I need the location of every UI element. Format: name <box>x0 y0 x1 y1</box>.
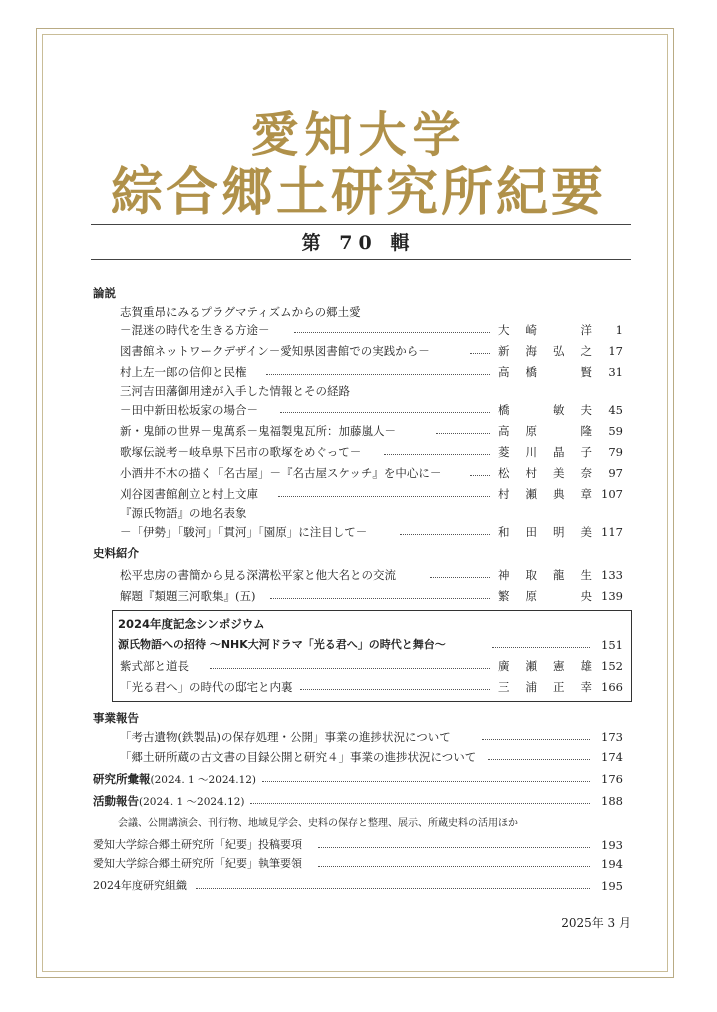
toc-page: 174 <box>601 750 623 764</box>
leader-dots <box>482 739 590 740</box>
toc-row <box>0 836 717 854</box>
toc-author: 松村美奈 <box>498 466 592 480</box>
toc-author: 高橋 賢 <box>498 365 592 379</box>
toc-row <box>0 792 717 810</box>
toc-author: 廣瀬憲雄 <box>498 659 592 673</box>
toc-page: 195 <box>601 879 623 893</box>
toc-page: 59 <box>608 424 623 438</box>
toc-page: 1 <box>615 323 623 337</box>
toc-title: 「郷土研所蔵の古文書の目録公開と研究４」事業の進捗状況について <box>120 750 477 764</box>
toc-title: 刈谷図書館創立と村上文庫 <box>120 487 258 501</box>
toc-title: 小酒井不木の描く「名古屋」－『名古屋スケッチ』を中心に－ <box>120 466 442 480</box>
toc-page: 173 <box>601 730 623 744</box>
toc-row <box>0 464 717 482</box>
toc-row <box>0 363 717 381</box>
toc-row <box>0 728 717 746</box>
rule-top <box>91 224 631 225</box>
leader-dots <box>210 668 490 669</box>
leader-dots <box>318 847 590 848</box>
toc-title: 歌塚伝説考－岐阜県下呂市の歌塚をめぐって－ <box>120 445 362 459</box>
toc-row <box>0 636 717 654</box>
ihou-period: (2024. 1 ～2024.12) <box>150 774 257 786</box>
toc-row <box>0 321 717 339</box>
leader-dots <box>470 475 490 476</box>
toc-page: 79 <box>608 445 623 459</box>
toc-title: 松平忠房の書簡から見る深溝松平家と他大名との交流 <box>120 568 396 582</box>
leader-dots <box>384 454 490 455</box>
toc-row <box>0 587 717 605</box>
toc-row <box>0 504 717 522</box>
toc-page: 31 <box>608 365 623 379</box>
leader-dots <box>300 689 490 690</box>
toc-title: 『源氏物語』の地名表象 <box>120 506 247 520</box>
toc-title: 「考古遺物(鉄製品)の保存処理・公開」事業の進捗状況について <box>120 730 451 744</box>
toc-row <box>0 401 717 419</box>
toc-author: 村瀬典章 <box>498 487 592 501</box>
toc-page: 45 <box>608 403 623 417</box>
katsudo-period: (2024. 1 ～2024.12) <box>139 796 245 808</box>
toc-page: 193 <box>601 838 623 852</box>
toc-author: 三浦正幸 <box>498 680 592 694</box>
leader-dots <box>488 759 590 760</box>
toc-row <box>0 855 717 873</box>
toc-row <box>0 485 717 503</box>
rule-bottom <box>91 259 631 260</box>
toc-title: 解題『類題三河歌集』(五) <box>120 589 256 603</box>
leader-dots <box>270 598 490 599</box>
toc-title: 三河吉田藩御用達が入手した情報とその経路 <box>120 384 350 398</box>
leader-dots <box>266 374 490 375</box>
toc-title: 源氏物語への招待 ～NHK大河ドラマ「光る君へ」の時代と舞台～ <box>118 638 446 651</box>
toc-author: 高原 隆 <box>498 424 592 438</box>
ihou-label: 研究所彙報 <box>93 772 151 786</box>
toc-title: 愛知大学綜合郷土研究所「紀要」投稿要項 <box>93 838 302 851</box>
toc-title: 2024年度研究組織 <box>93 879 187 892</box>
toc-page: 139 <box>601 589 623 603</box>
toc-title: －田中新田松坂家の場合－ <box>120 403 258 417</box>
toc-page: 107 <box>601 487 623 501</box>
toc-row <box>0 422 717 440</box>
leader-dots <box>280 412 490 413</box>
toc-title: 図書館ネットワークデザイン－愛知県図書館での実践から－ <box>120 344 430 358</box>
section-shiryo: 史料紹介 <box>93 546 139 560</box>
toc-row <box>0 678 717 696</box>
toc-page: 152 <box>601 659 623 673</box>
symposium-heading-row <box>0 615 717 633</box>
toc-author: 和田明美 <box>498 525 592 539</box>
toc-page: 17 <box>608 344 623 358</box>
leader-dots <box>436 433 490 434</box>
toc-row <box>0 342 717 360</box>
toc-title: －「伊勢」「駿河」「貫河」「園原」に注目して－ <box>120 525 368 539</box>
toc-title <box>93 792 245 811</box>
journal-title-line1: 愛知大学 <box>250 107 467 163</box>
section-jigyo: 事業報告 <box>93 711 139 725</box>
toc-row <box>0 877 717 895</box>
toc-row <box>0 657 717 675</box>
leader-dots <box>318 866 590 867</box>
leader-dots <box>294 332 490 333</box>
leader-dots <box>262 781 590 782</box>
katsudo-note: 会議、公開講演会、刊行物、地域見学会、史料の保存と整理、展示、所蔵史料の活用ほか <box>118 818 518 829</box>
katsudo-label: 活動報告 <box>93 794 139 808</box>
toc-title: 新・鬼師の世界－鬼萬系－鬼福製鬼瓦所：加藤嵐人－ <box>120 424 396 438</box>
leader-dots <box>430 577 490 578</box>
symposium-heading: 2024年度記念シンポジウム <box>118 617 265 631</box>
toc-page: 176 <box>601 772 623 786</box>
leader-dots <box>250 803 590 804</box>
toc-page: 188 <box>601 794 623 808</box>
leader-dots <box>278 496 490 497</box>
toc-author: 新海弘之 <box>498 344 592 358</box>
toc-page: 166 <box>601 680 623 694</box>
leader-dots <box>196 888 590 889</box>
issue-number: 第 70 輯 <box>301 232 416 254</box>
toc-author: 神取龍生 <box>498 568 592 582</box>
toc-author: 大崎 洋 <box>498 323 592 337</box>
toc-page: 97 <box>608 466 623 480</box>
toc-title: 紫式部と道長 <box>120 659 189 673</box>
leader-dots <box>492 647 590 648</box>
section-ronsetsu: 論説 <box>93 286 116 300</box>
toc-page: 117 <box>601 525 623 539</box>
toc-title: 志賀重昂にみるプラグマティズムからの郷土愛 <box>120 305 361 319</box>
leader-dots <box>400 534 490 535</box>
toc-author: 橋 敏夫 <box>498 403 592 417</box>
toc-title: 愛知大学綜合郷土研究所「紀要」執筆要領 <box>93 857 302 870</box>
publication-date: 2025年 3 月 <box>561 916 631 930</box>
toc-row <box>0 770 717 788</box>
toc-row <box>0 303 717 321</box>
toc-title: 村上左一郎の信仰と民権 <box>120 365 247 379</box>
toc-title <box>93 770 256 789</box>
toc-row <box>0 382 717 400</box>
toc-row <box>0 523 717 541</box>
toc-row <box>0 566 717 584</box>
toc-title: －混迷の時代を生きる方途－ <box>120 323 270 337</box>
journal-title-line2: 綜合郷土研究所紀要 <box>110 162 606 223</box>
toc-page: 194 <box>601 857 623 871</box>
toc-page: 133 <box>601 568 623 582</box>
leader-dots <box>470 353 490 354</box>
toc-title: 「光る君へ」の時代の邸宅と内裏 <box>120 680 293 694</box>
toc-author: 菱川晶子 <box>498 445 592 459</box>
toc-row <box>0 443 717 461</box>
toc-row <box>0 748 717 766</box>
toc-page: 151 <box>601 638 623 652</box>
toc-author: 繁原 央 <box>498 589 592 603</box>
